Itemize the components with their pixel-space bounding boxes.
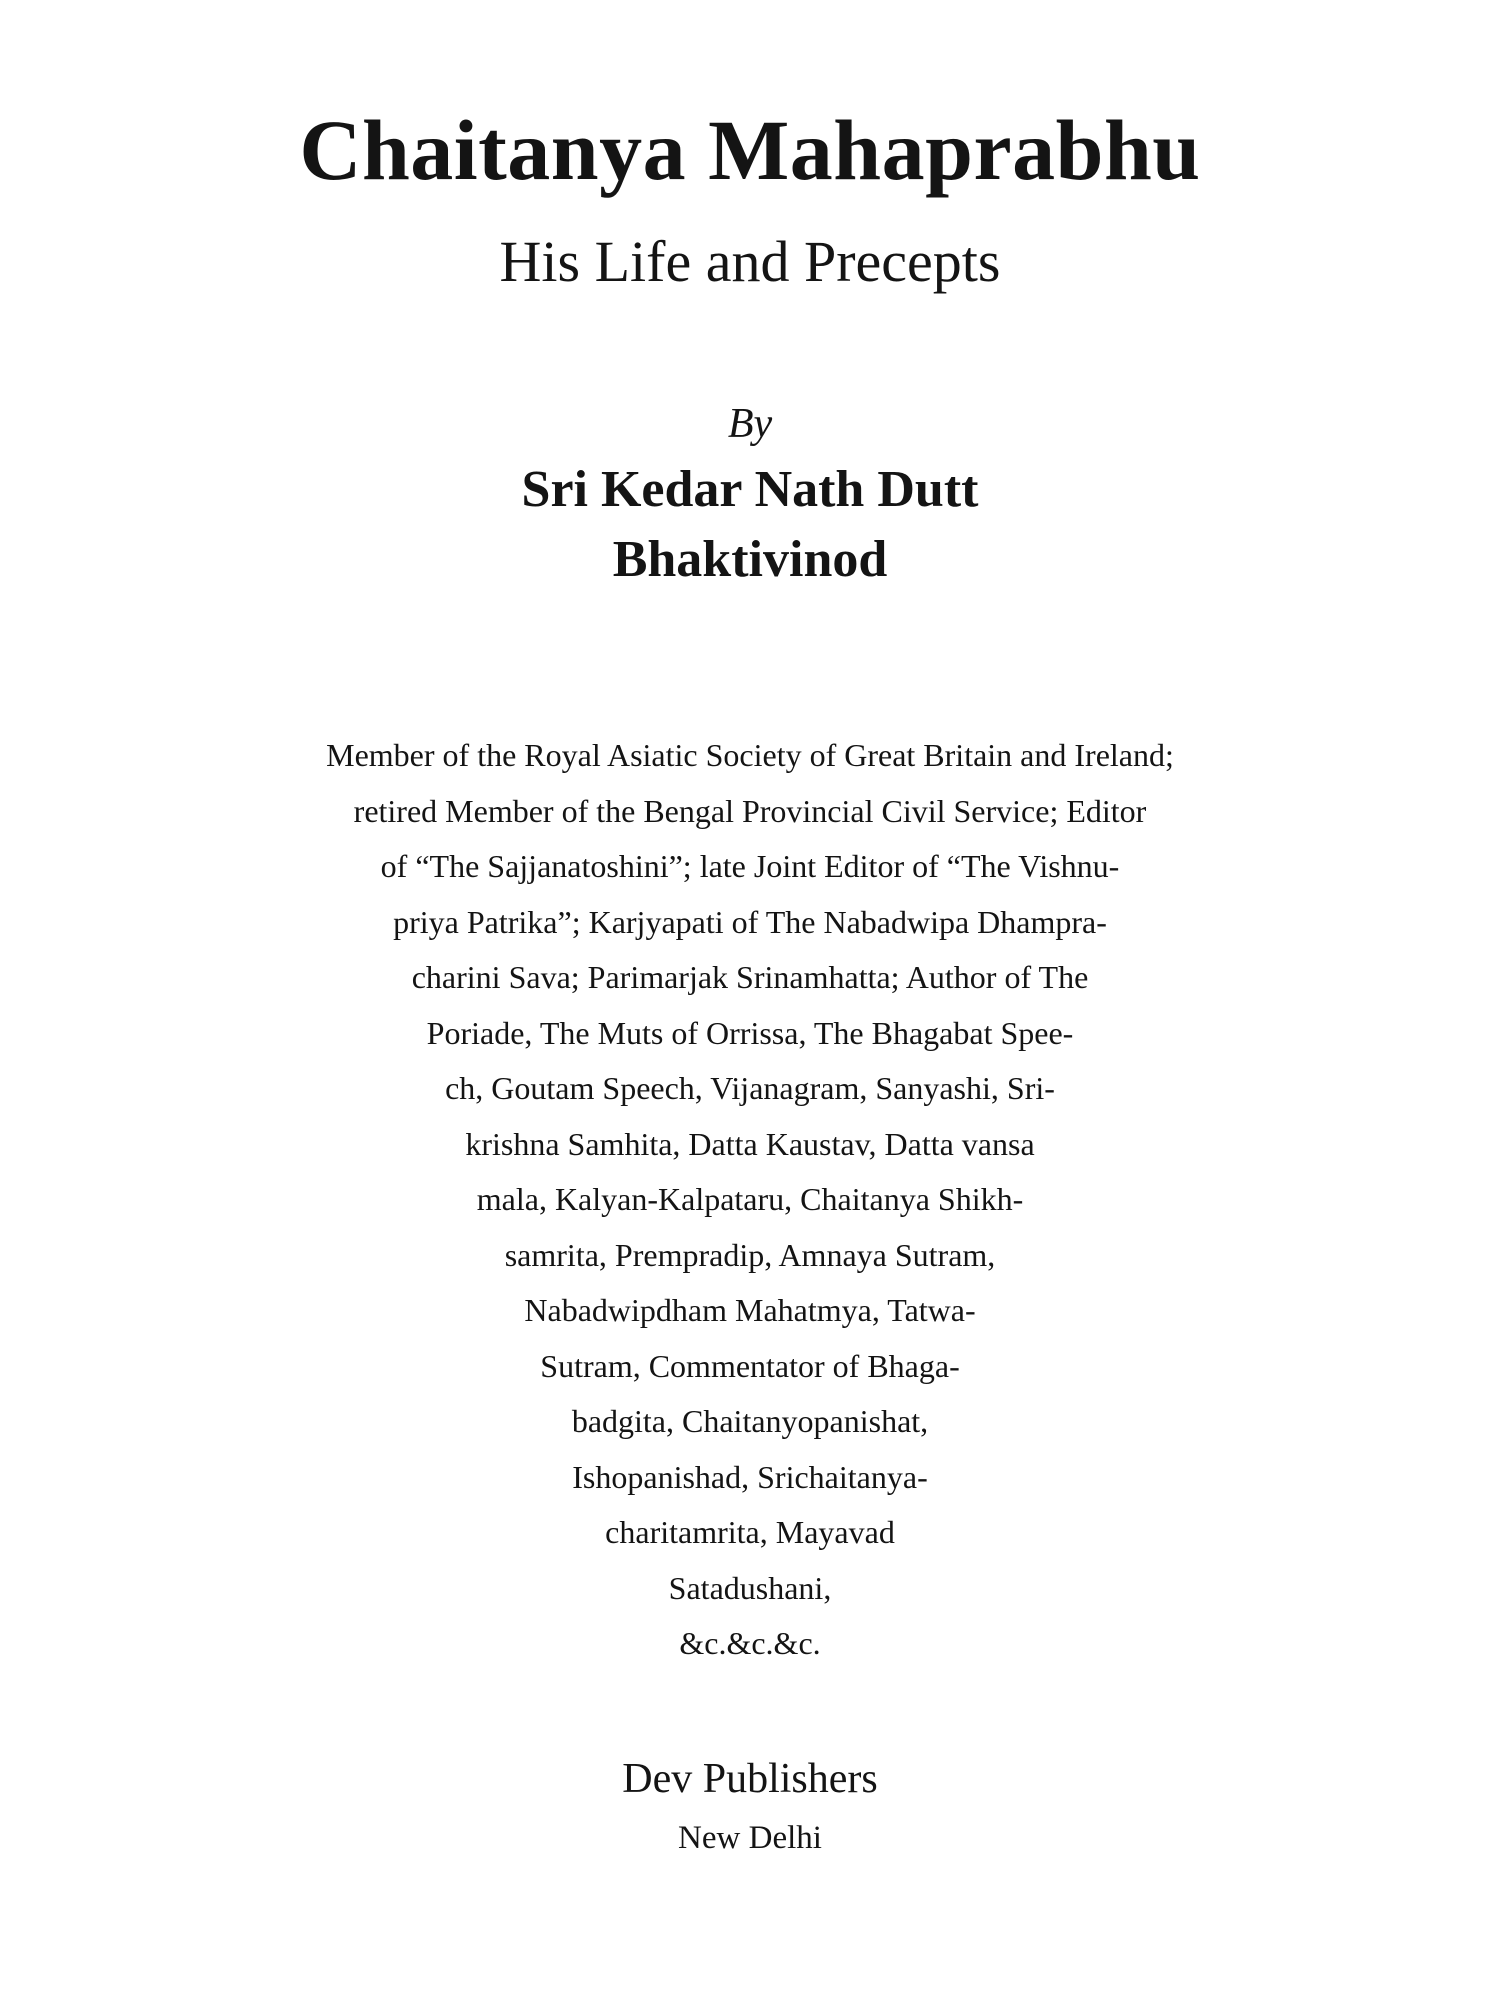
credential-line: Nabadwipdham Mahatmya, Tatwa-	[524, 1292, 976, 1328]
publisher-place: New Delhi	[678, 1820, 822, 1856]
credential-line: badgita, Chaitanyopanishat,	[571, 1403, 929, 1439]
credential-line: mala, Kalyan-Kalpataru, Chaitanya Shikh-	[476, 1181, 1024, 1217]
credential-line: Sutram, Commentator of Bhaga-	[540, 1347, 960, 1384]
credential-line: charini Sava; Parimarjak Srinamhatta; Author of The	[411, 959, 1089, 995]
author-credentials	[0, 728, 1500, 1672]
credential-line: Ishopanishad, Srichaitanya-	[572, 1458, 928, 1495]
book-title: Chaitanya Mahaprabhu	[299, 102, 1201, 198]
author-name: Sri Kedar Nath Dutt	[521, 461, 979, 518]
author-honorific: Bhaktivinod	[612, 531, 888, 588]
credential-line: samrita, Prempradip, Amnaya Sutram,	[504, 1236, 996, 1273]
book-subtitle: His Life and Precepts	[499, 229, 1001, 294]
credential-line: Poriade, The Muts of Orrissa, The Bhagabat Spee-	[426, 1014, 1074, 1051]
credential-line: &c.&c.&c.	[679, 1625, 821, 1661]
credential-line: priya Patrika”; Karjyapati of The Nabadwipa Dhampra-	[393, 903, 1107, 940]
credential-line: krishna Samhita, Datta Kaustav, Datta vansa	[465, 1125, 1035, 1162]
credential-line: of “The Sajjanatoshini”; late Joint Editor of “The Vishnu-	[380, 848, 1120, 884]
credential-line: retired Member of the Bengal Provincial Civil Service; Editor	[353, 792, 1147, 829]
credential-line: charitamrita, Mayavad	[605, 1514, 895, 1550]
credential-line: Satadushani,	[668, 1569, 832, 1606]
credential-line: ch, Goutam Speech, Vijanagram, Sanyashi, Sri-	[445, 1070, 1055, 1106]
credential-line: Member of the Royal Asiatic Society of Great Britain and Ireland;	[326, 737, 1174, 773]
publisher-name: Dev Publishers	[622, 1756, 878, 1802]
by-label: By	[727, 401, 773, 447]
